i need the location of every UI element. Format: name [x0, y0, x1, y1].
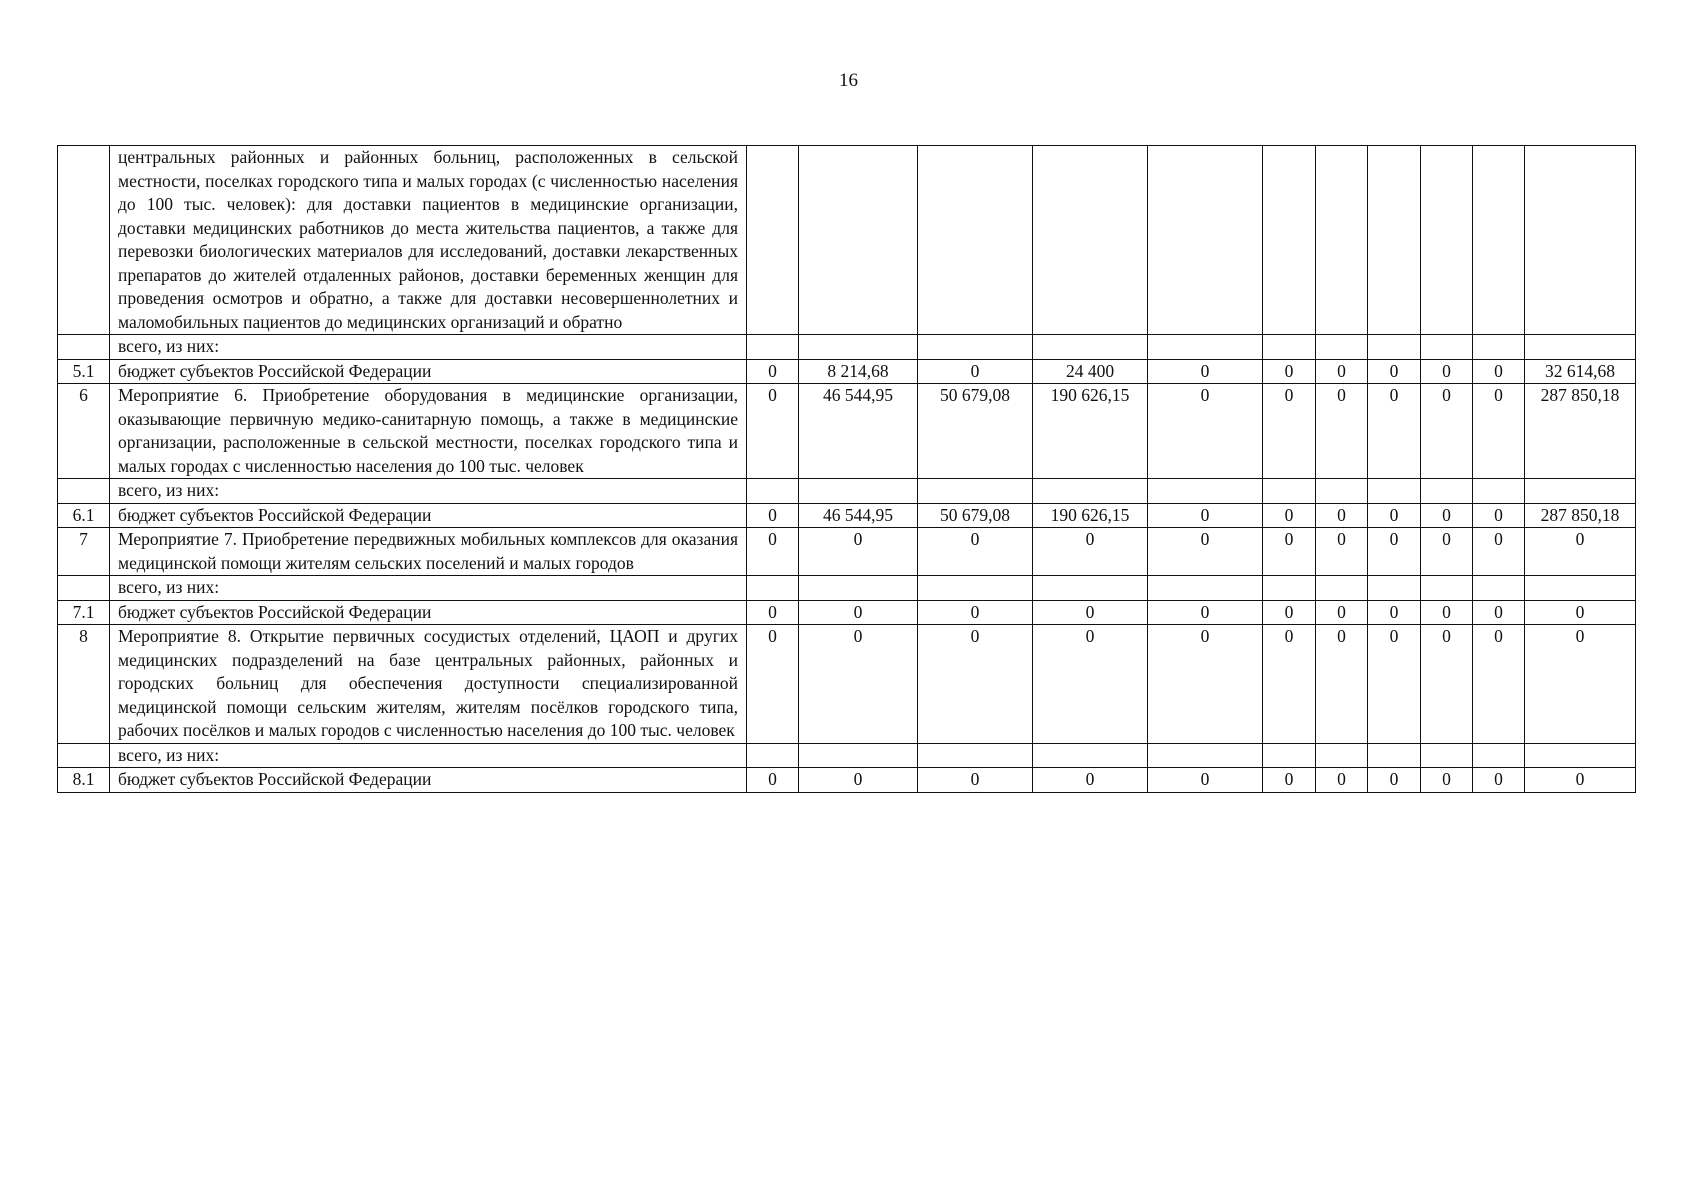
description-cell: всего, из них:: [110, 743, 747, 768]
value-cell: [1148, 479, 1263, 504]
row-number-cell: 6: [58, 384, 110, 479]
value-cell: 287 850,18: [1525, 503, 1636, 528]
value-cell: 0: [1316, 768, 1368, 793]
value-cell: 0: [799, 625, 918, 744]
row-number-cell: [58, 479, 110, 504]
value-cell: [1368, 576, 1421, 601]
row-number-cell: 8: [58, 625, 110, 744]
budget-table: [57, 145, 1636, 793]
value-cell: 0: [918, 528, 1033, 576]
value-cell: 0: [799, 768, 918, 793]
row-number-cell: [58, 146, 110, 335]
value-cell: 0: [1316, 600, 1368, 625]
value-cell: 0: [1473, 625, 1525, 744]
row-number-cell: [58, 576, 110, 601]
value-cell: [918, 743, 1033, 768]
value-cell: 0: [1368, 528, 1421, 576]
value-cell: 0: [1316, 528, 1368, 576]
value-cell: 0: [918, 768, 1033, 793]
value-cell: 0: [1473, 503, 1525, 528]
value-cell: 0: [1263, 359, 1316, 384]
value-cell: [1033, 335, 1148, 360]
value-cell: 0: [747, 359, 799, 384]
value-cell: 0: [1421, 625, 1473, 744]
value-cell: [1316, 146, 1368, 335]
description-cell: всего, из них:: [110, 479, 747, 504]
value-cell: 0: [1525, 528, 1636, 576]
value-cell: [918, 146, 1033, 335]
value-cell: 287 850,18: [1525, 384, 1636, 479]
row-number-cell: 5.1: [58, 359, 110, 384]
value-cell: 0: [747, 600, 799, 625]
value-cell: [1148, 743, 1263, 768]
description-cell: центральных районных и районных больниц, расположенных в сельской местности, поселках городского типа и малых городах (с численностью населения до 100 тыс. человек): для доставки пациентов в медицинские организации, доставки медицинских работников до места жительства пациентов, а также для перевозки биологических материалов для исследований, доставки лекарственных препаратов до жителей отдаленных районов, доставки беременных женщин для проведения осмотров и обратно, а также для доставки несовершеннолетних и маломобильных пациентов до медицинских организаций и обратно: [110, 146, 747, 335]
value-cell: [1473, 743, 1525, 768]
value-cell: [1263, 576, 1316, 601]
value-cell: 50 679,08: [918, 384, 1033, 479]
value-cell: 0: [1368, 359, 1421, 384]
value-cell: 0: [918, 625, 1033, 744]
value-cell: 0: [1473, 359, 1525, 384]
value-cell: 0: [1263, 503, 1316, 528]
value-cell: [1148, 146, 1263, 335]
value-cell: 0: [918, 600, 1033, 625]
value-cell: 0: [1263, 384, 1316, 479]
value-cell: 0: [747, 503, 799, 528]
value-cell: 0: [1473, 384, 1525, 479]
value-cell: 0: [1316, 625, 1368, 744]
value-cell: 0: [1148, 503, 1263, 528]
description-cell: Мероприятие 8. Открытие первичных сосудистых отделений, ЦАОП и других медицинских подразделений на базе центральных районных, районных и городских больниц для обеспечения доступности специализированной медицинской помощи сельским жителям, жителям посёлков городского типа, рабочих посёлков и малых городов с численностью населения до 100 тыс. человек: [110, 625, 747, 744]
value-cell: [747, 335, 799, 360]
table-body: [58, 146, 1636, 793]
value-cell: 0: [1525, 600, 1636, 625]
value-cell: [1525, 146, 1636, 335]
value-cell: [1368, 743, 1421, 768]
value-cell: [1033, 146, 1148, 335]
value-cell: [1525, 479, 1636, 504]
table-row: [58, 528, 1636, 576]
value-cell: 0: [1148, 359, 1263, 384]
value-cell: 0: [1368, 503, 1421, 528]
value-cell: 0: [1148, 600, 1263, 625]
value-cell: [1316, 576, 1368, 601]
value-cell: [1033, 479, 1148, 504]
value-cell: [1473, 146, 1525, 335]
value-cell: [1525, 335, 1636, 360]
value-cell: 46 544,95: [799, 503, 918, 528]
value-cell: 0: [1473, 528, 1525, 576]
value-cell: 0: [747, 528, 799, 576]
value-cell: [918, 479, 1033, 504]
value-cell: [1421, 743, 1473, 768]
row-number-cell: 7.1: [58, 600, 110, 625]
table-row: [58, 576, 1636, 601]
value-cell: [799, 743, 918, 768]
value-cell: [1316, 743, 1368, 768]
value-cell: 190 626,15: [1033, 503, 1148, 528]
value-cell: 0: [1263, 768, 1316, 793]
value-cell: [1316, 335, 1368, 360]
value-cell: [1033, 576, 1148, 601]
value-cell: [1368, 146, 1421, 335]
value-cell: 0: [1368, 768, 1421, 793]
value-cell: 0: [1148, 625, 1263, 744]
row-number-cell: 6.1: [58, 503, 110, 528]
value-cell: [747, 479, 799, 504]
value-cell: 190 626,15: [1033, 384, 1148, 479]
description-cell: Мероприятие 6. Приобретение оборудования в медицинские организации, оказывающие первичную медико-санитарную помощь, а также в медицинские организации, расположенные в сельской местности, поселках городского типа и малых городах с численностью населения до 100 тыс. человек: [110, 384, 747, 479]
table-row: [58, 625, 1636, 744]
value-cell: [1148, 576, 1263, 601]
value-cell: 0: [1421, 528, 1473, 576]
table-row: [58, 768, 1636, 793]
value-cell: [1148, 335, 1263, 360]
value-cell: [1263, 335, 1316, 360]
value-cell: [1421, 479, 1473, 504]
value-cell: 0: [1421, 768, 1473, 793]
page-number: 16: [839, 70, 858, 91]
value-cell: 0: [1033, 528, 1148, 576]
value-cell: 24 400: [1033, 359, 1148, 384]
value-cell: 0: [1148, 768, 1263, 793]
row-number-cell: 7: [58, 528, 110, 576]
value-cell: 0: [1033, 625, 1148, 744]
table-row: [58, 503, 1636, 528]
value-cell: [1263, 146, 1316, 335]
value-cell: 0: [799, 528, 918, 576]
table-row: [58, 384, 1636, 479]
value-cell: 0: [1263, 528, 1316, 576]
value-cell: 0: [1316, 503, 1368, 528]
value-cell: 0: [1525, 768, 1636, 793]
value-cell: [918, 576, 1033, 601]
value-cell: 46 544,95: [799, 384, 918, 479]
value-cell: [799, 576, 918, 601]
value-cell: [1263, 479, 1316, 504]
value-cell: 0: [1525, 625, 1636, 744]
value-cell: 0: [1316, 359, 1368, 384]
value-cell: 0: [1421, 503, 1473, 528]
value-cell: [1525, 743, 1636, 768]
row-number-cell: [58, 335, 110, 360]
value-cell: [1421, 576, 1473, 601]
value-cell: [1033, 743, 1148, 768]
value-cell: 32 614,68: [1525, 359, 1636, 384]
value-cell: [1316, 479, 1368, 504]
value-cell: [1421, 146, 1473, 335]
value-cell: 8 214,68: [799, 359, 918, 384]
table-row: [58, 743, 1636, 768]
value-cell: 0: [1368, 600, 1421, 625]
table-row: [58, 359, 1636, 384]
value-cell: [1473, 335, 1525, 360]
description-cell: бюджет субъектов Российской Федерации: [110, 768, 747, 793]
value-cell: [918, 335, 1033, 360]
description-cell: всего, из них:: [110, 576, 747, 601]
value-cell: 50 679,08: [918, 503, 1033, 528]
value-cell: 0: [747, 768, 799, 793]
value-cell: 0: [1473, 600, 1525, 625]
description-cell: всего, из них:: [110, 335, 747, 360]
description-cell: бюджет субъектов Российской Федерации: [110, 359, 747, 384]
value-cell: [747, 576, 799, 601]
table-row: [58, 335, 1636, 360]
value-cell: [799, 335, 918, 360]
value-cell: [1473, 479, 1525, 504]
description-cell: бюджет субъектов Российской Федерации: [110, 600, 747, 625]
value-cell: 0: [1368, 384, 1421, 479]
value-cell: 0: [1033, 768, 1148, 793]
value-cell: [1421, 335, 1473, 360]
value-cell: [1368, 479, 1421, 504]
value-cell: 0: [1148, 528, 1263, 576]
value-cell: 0: [1368, 625, 1421, 744]
table-row: [58, 146, 1636, 335]
value-cell: 0: [1473, 768, 1525, 793]
value-cell: 0: [1421, 359, 1473, 384]
value-cell: [1368, 335, 1421, 360]
value-cell: [799, 479, 918, 504]
row-number-cell: [58, 743, 110, 768]
table-row: [58, 600, 1636, 625]
value-cell: 0: [1263, 600, 1316, 625]
value-cell: [1263, 743, 1316, 768]
value-cell: 0: [918, 359, 1033, 384]
description-cell: Мероприятие 7. Приобретение передвижных мобильных комплексов для оказания медицинской помощи жителям сельских поселений и малых городов: [110, 528, 747, 576]
row-number-cell: 8.1: [58, 768, 110, 793]
value-cell: 0: [1033, 600, 1148, 625]
value-cell: 0: [1263, 625, 1316, 744]
value-cell: 0: [1148, 384, 1263, 479]
value-cell: [747, 743, 799, 768]
value-cell: [799, 146, 918, 335]
value-cell: 0: [1421, 384, 1473, 479]
value-cell: [1473, 576, 1525, 601]
value-cell: 0: [1421, 600, 1473, 625]
value-cell: [747, 146, 799, 335]
value-cell: 0: [747, 384, 799, 479]
value-cell: [1525, 576, 1636, 601]
value-cell: 0: [747, 625, 799, 744]
table-row: [58, 479, 1636, 504]
value-cell: 0: [1316, 384, 1368, 479]
value-cell: 0: [799, 600, 918, 625]
description-cell: бюджет субъектов Российской Федерации: [110, 503, 747, 528]
